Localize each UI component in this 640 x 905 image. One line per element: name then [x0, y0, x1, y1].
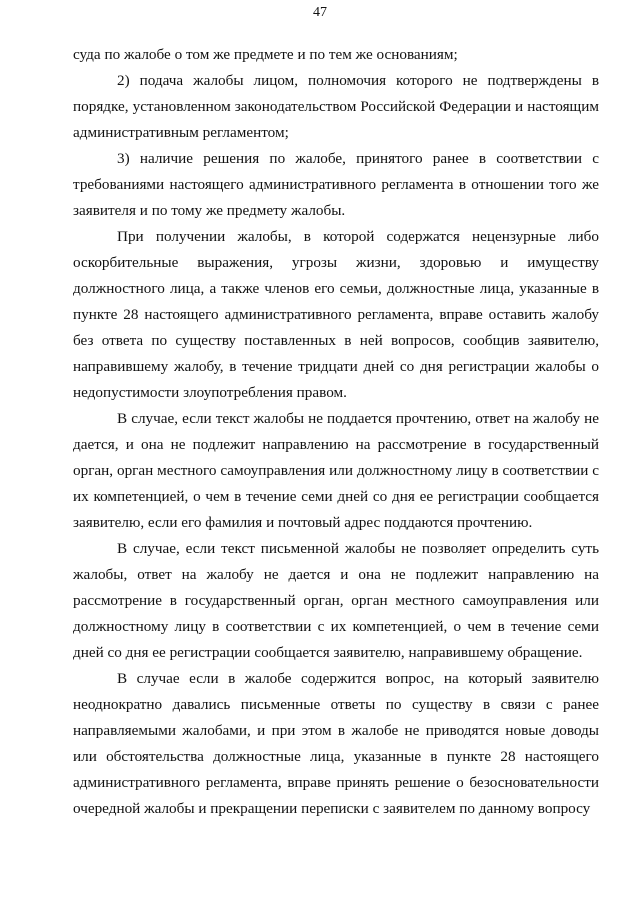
paragraph-offensive-complaint: При получении жалобы, в которой содержатся нецензурные либо оскорбительные выражения, угрозы жизни, здоровью и имуществу должностного лица, а также членов его семьи, должностные лица, указанные в пункте 28 настоящего административного регламента, вправе оставить жалобу без ответа по существу поставленных в ней вопросов, сообщив заявителю, направившему жалобу, в течение тридцати дней со дня регистрации жалобы о недопустимости злоупотребления правом. — [73, 228, 599, 401]
page-number: 47 — [313, 5, 327, 20]
paragraph-unreadable-complaint: В случае, если текст жалобы не поддается прочтению, ответ на жалобу не дается, и она не подлежит направлению на рассмотрение в государственный орган, орган местного самоуправления или должностному лицу в соответствии с их компетенцией, о чем в течение семи дней со дня ее регистрации сообщается заявителю, если его фамилия и почтовый адрес поддаются прочтению. — [73, 410, 599, 531]
paragraph-continuation: суда по жалобе о том же предмете и по тем же основаниям; — [73, 46, 458, 63]
paragraph-item-3: 3) наличие решения по жалобе, принятого ранее в соответствии с требованиями настоящего административного регламента в отношении того же заявителя и по тому же предмету жалобы. — [73, 150, 599, 219]
paragraph-unclear-complaint: В случае, если текст письменной жалобы не позволяет определить суть жалобы, ответ на жалобу не дается и она не подлежит направлению на рассмотрение в государственный орган, орган местного самоуправления или должностному лицу в соответствии с их компетенцией, о чем в течение семи дней со дня ее регистрации сообщается заявителю, направившему обращение. — [73, 540, 599, 661]
paragraph-item-2: 2) подача жалобы лицом, полномочия которого не подтверждены в порядке, установленном законодательством Российской Федерации и настоящим административным регламентом; — [73, 72, 599, 141]
paragraph-repeated-complaint: В случае если в жалобе содержится вопрос, на который заявителю неоднократно давались письменные ответы по существу в связи с ранее направляемыми жалобами, и при этом в жалобе не приводятся новые доводы или обстоятельства должностные лица, указанные в пункте 28 настоящего административного регламента, вправе принять решение о безосновательности очередной жалобы и прекращении переписки с заявителем по данному вопросу — [73, 670, 599, 817]
body-text — [73, 42, 599, 822]
